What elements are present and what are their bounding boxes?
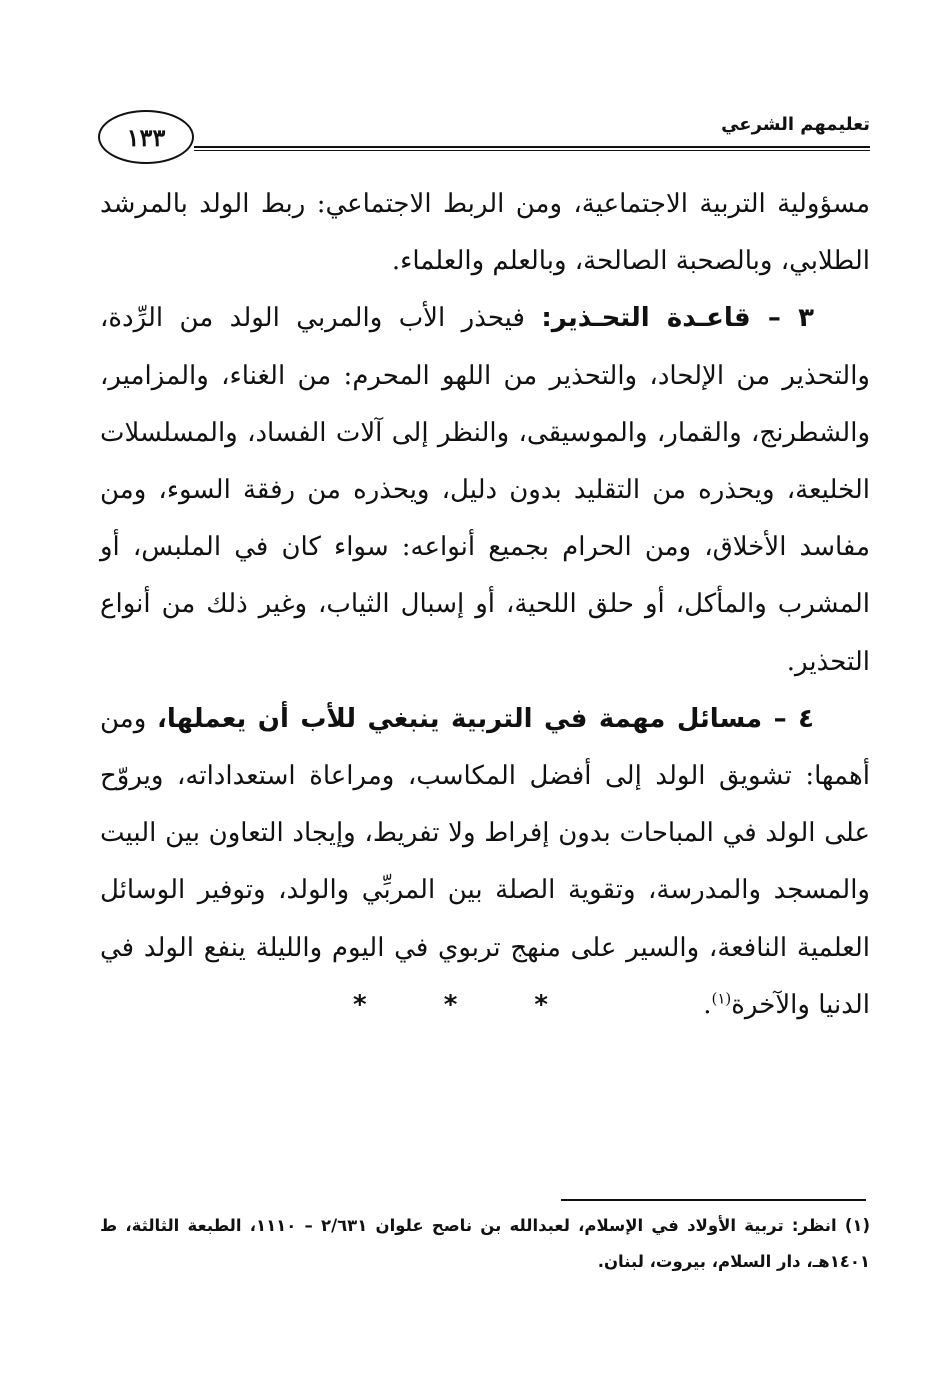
rule-heading-issues: ٤ – مسائل مهمة في التربية ينبغي للأب أن يعملها، xyxy=(156,703,814,734)
paragraph-1: مسؤولية التربية الاجتماعية، ومن الربط الاجتماعي: ربط الولد بالمرشد الطلابي، وبالصحبة الصالحة، وبالعلم والعلماء. xyxy=(100,189,870,277)
footnote-rule xyxy=(561,1199,866,1201)
footnotes xyxy=(100,1208,870,1280)
footnote-1: (١) انظر: تربية الأولاد في الإسلام، لعبدالله بن ناصح علوان ٢/٦٣١ – ١١١٠، الطبعة الثالثة، ط ١٤٠١هـ، دار السلام، بيروت، لبنان. xyxy=(100,1216,871,1271)
footnote-reference: (١) xyxy=(711,989,732,1008)
page-header xyxy=(98,108,870,168)
rule-heading-warning: ٣ – قاعـدة التحـذير: xyxy=(541,303,814,334)
header-rule-thin xyxy=(194,150,870,151)
section-separator: * * * xyxy=(353,990,582,1020)
paragraph-2-text: فيحذر الأب والمربي الولد من الرِّدة، والتحذير من الإلحاد، والتحذير من اللهو المحرم: من الغناء، والمزامير، والشطرنج، والقمار، والموسيقى، والنظر إلى آلات الفساد، والمسلسلات الخليعة، ويحذره من التقليد بدون دليل، ويحذره من رفقة السوء، ومن مفاسد الأخلاق، ومن الحرام بجميع أنواعه: سواء كان في الملبس، أو المشرب والمأكل، أو حلق اللحية، أو إسبال الثياب، وغير ذلك من أنواع التحذير. xyxy=(100,303,870,677)
paragraph-3-text: ومن أهمها: تشويق الولد إلى أفضل المكاسب، ومراعاة استعداداته، ويروّح على الولد في المباحات بدون إفراط ولا تفريط، وإيجاد التعاون بين البيت والمسجد والمدرسة، وتقوية الصلة بين المربِّي والولد، وتوفير الوسائل العلمية النافعة، والسير على منهج تربوي في اليوم والليلة ينفع الولد في الدنيا والآخرة xyxy=(100,703,870,1020)
page-number: ١٣٣ xyxy=(98,110,194,164)
body-text xyxy=(100,176,870,1034)
paragraph-3-end: . xyxy=(703,989,712,1020)
header-rule xyxy=(194,146,870,148)
running-title: تعليمهم الشرعي xyxy=(721,114,870,135)
paragraph-2 xyxy=(100,290,870,690)
paragraph-3 xyxy=(100,691,870,1034)
